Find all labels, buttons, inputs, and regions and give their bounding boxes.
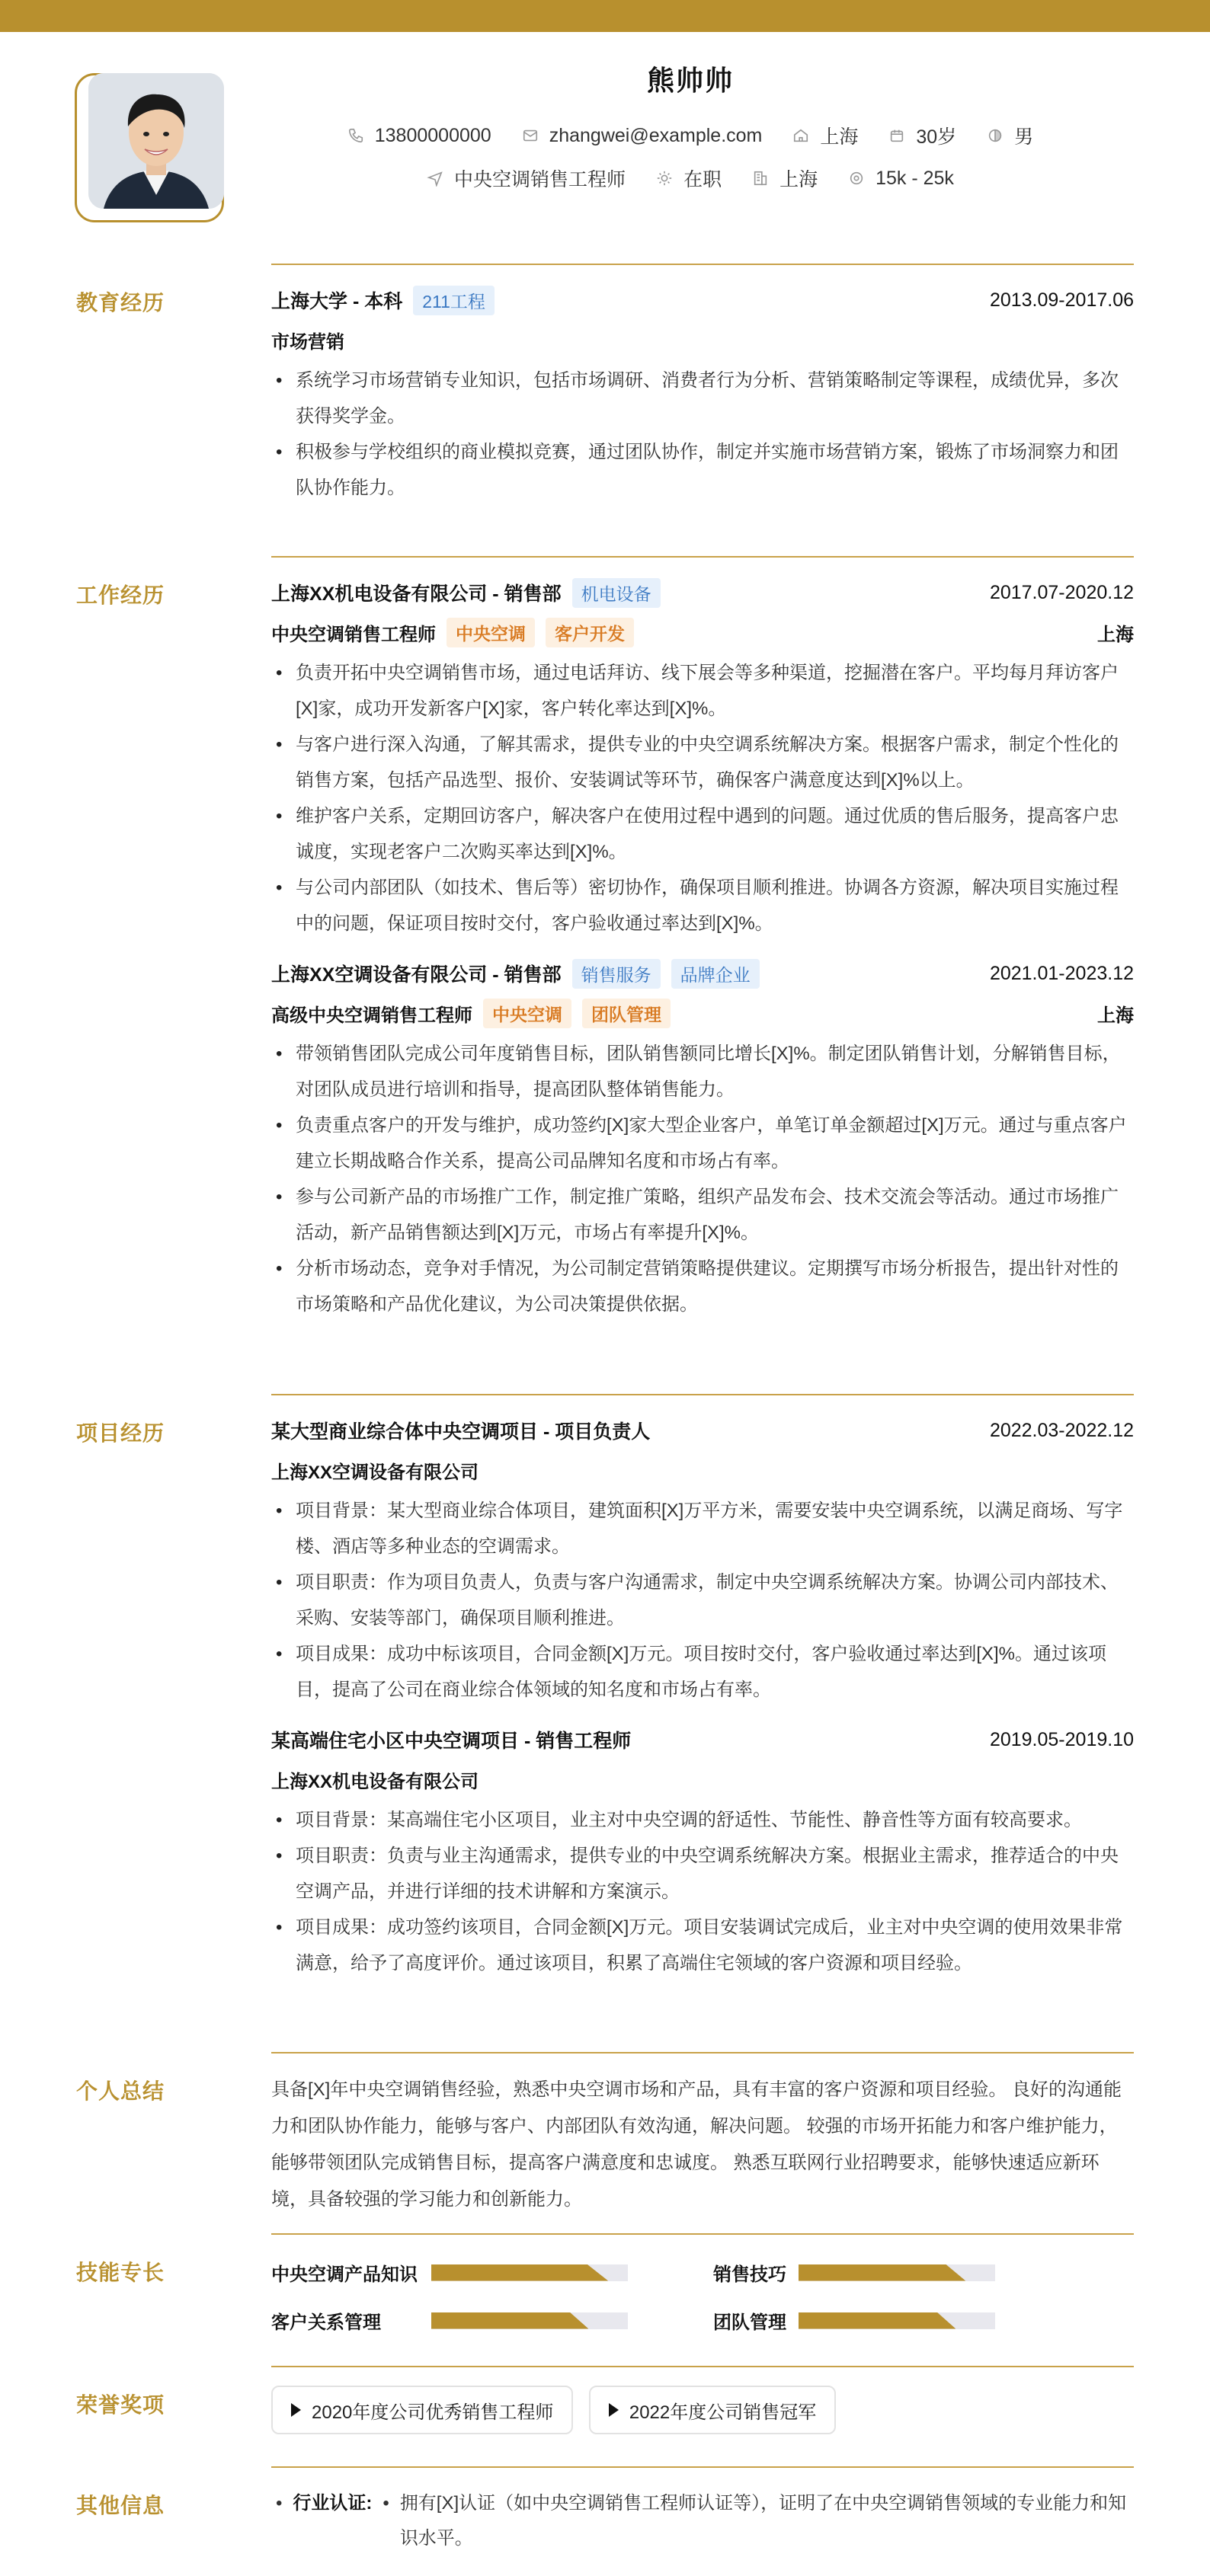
job-role: 高级中央空调销售工程师 [271,1005,472,1026]
role-tag: 中央空调 [483,999,571,1028]
section-divider [271,1394,1134,1395]
section-divider [271,264,1134,265]
gender-text: 男 [1014,126,1034,148]
skill-item [271,2307,713,2334]
skill-item [713,2259,1134,2286]
job-bullets [271,655,1134,941]
project-company: 上海XX机电设备有限公司 [271,1771,479,1792]
company-tag: 品牌企业 [671,959,760,989]
award-label: 2022年度公司销售冠军 [629,2402,817,2423]
section-title: 项目经历 [76,1421,165,1445]
section-title: 教育经历 [76,291,165,315]
skill-bar [799,2264,995,2281]
job-bullets [271,1036,1134,1322]
top-accent-bar [0,0,1210,32]
email-text: zhangwei@example.com [549,124,763,146]
building-icon [752,170,769,187]
skill-name: 销售技巧 [713,2264,786,2285]
list-item: • 负责重点客户的开发与维护，成功签约[X]家大型企业客户，单笔订单金额超过[X]万元。通过与重点客户建立长期战略合作关系，提高公司品牌知名度和市场占有率。 [271,1107,1134,1179]
section-title: 技能专长 [76,2261,165,2284]
city-text: 上海 [779,169,818,190]
city-item [752,165,818,192]
job-role: 中央空调销售工程师 [271,624,436,645]
section-divider [271,556,1134,558]
list-item: • 项目职责：负责与业主沟通需求，提供专业的中央空调系统解决方案。根据业主需求，推荐适合的中央空调产品，并进行详细的技术讲解和方案演示。 [271,1838,1134,1910]
list-item: • 带领销售团队完成公司年度销售目标，团队销售额同比增长[X]%。制定团队销售计划，分解销售目标，对团队成员进行培训和指导，提高团队整体销售能力。 [271,1036,1134,1107]
project-head [271,1415,1134,1446]
job-role-row [271,998,1134,1028]
skill-bar [799,2312,995,2329]
job-head [271,577,1134,608]
gender-icon [987,127,1004,144]
section-title: 荣誉奖项 [76,2393,165,2417]
skill-name: 客户关系管理 [271,2312,381,2333]
job-text: 中央空调销售工程师 [454,169,626,190]
list-item: • 与客户进行深入沟通，了解其需求，提供专业的中央空调系统解决方案。根据客户需求，制定个性化的销售方案，包括产品选型、报价、安装调试等环节，确保客户满意度达到[X]%以上。 [271,727,1134,798]
section-divider [271,2052,1134,2053]
award-item [589,2386,836,2434]
list-item: • 与公司内部团队（如技术、售后等）密切协作，确保项目顺利推进。协调各方资源，解决项目实施过程中的问题，保证项目按时交付，客户验收通过率达到[X]%。 [271,870,1134,941]
company-name: 上海XX机电设备有限公司 - 销售部 [271,583,562,605]
send-icon [427,170,443,187]
skill-item [713,2307,1134,2334]
mail-icon [522,127,539,144]
list-item: • 分析市场动态，竞争对手情况，为公司制定营销策略提供建议。定期撰写市场分析报告，提出针对性的市场策略和产品优化建议，为公司决策提供依据。 [271,1251,1134,1322]
bullet-dot: • [276,2493,283,2514]
job-date: 2017.07-2020.12 [989,581,1134,603]
role-tag: 团队管理 [582,999,671,1028]
company-tag: 机电设备 [572,578,661,608]
list-item: • 负责开拓中央空调销售市场，通过电话拜访、线下展会等多种渠道，挖掘潜在客户。平均每月拜访客户[X]家，成功开发新客户[X]家，客户转化率达到[X]%。 [271,655,1134,727]
avatar [88,73,224,209]
project-name: 某大型商业综合体中央空调项目 - 项目负责人 [271,1421,651,1443]
contact-row [271,122,1109,149]
age-item [888,122,956,149]
list-item: • 项目背景：某大型商业综合体项目，建筑面积[X]万平方米，需要安装中央空调系统，以满足商场、写字楼、酒店等多种业态的空调需求。 [271,1493,1134,1564]
education-head [271,285,1134,315]
job-head [271,958,1134,989]
skill-bar [431,2312,628,2329]
school-name: 上海大学 - 本科 [271,291,403,312]
work-body [271,577,1134,1322]
status-item [656,165,722,192]
gender-item [987,122,1033,149]
skill-bar-fill [431,2312,588,2329]
project-name: 某高端住宅小区中央空调项目 - 销售工程师 [271,1731,632,1752]
award-item [271,2386,573,2434]
education-date: 2013.09-2017.06 [989,289,1134,311]
skill-bar [431,2264,628,2281]
section-title: 个人总结 [76,2079,165,2103]
list-item: • 系统学习市场营销专业知识，包括市场调研、消费者行为分析、营销策略制定等课程，成绩优异，多次获得奖学金。 [271,363,1134,434]
salary-item [848,168,954,190]
section-title: 其他信息 [76,2494,165,2517]
bullet-dot: • [383,2493,389,2514]
other-text: 拥有[X]认证（如中央空调销售工程师认证等），证明了在中央空调销售领域的专业能力和知识水平。 [399,2493,1127,2549]
play-icon [291,2403,301,2417]
education-bullets [271,363,1134,506]
status-text: 在职 [683,169,722,190]
job-date: 2021.01-2023.12 [989,962,1134,984]
section-divider [271,2233,1134,2235]
age-text: 30岁 [916,126,957,148]
role-tag: 中央空调 [447,618,535,647]
list-item: • 项目成果：成功中标该项目，合同金额[X]万元。项目按时交付，客户验收通过率达到[X]%。通过该项目，提高了公司在商业综合体领域的知名度和市场占有率。 [271,1636,1134,1708]
major-name: 市场营销 [271,331,344,353]
job-city: 上海 [1097,1005,1134,1026]
project-company: 上海XX空调设备有限公司 [271,1462,479,1483]
phone-text: 13800000000 [374,124,491,146]
skill-bar-fill [799,2312,956,2329]
play-icon [609,2403,619,2417]
skill-bar-fill [799,2264,965,2281]
list-item: • 积极参与学校组织的商业模拟竞赛，通过团队协作，制定并实施市场营销方案，锻炼了市场洞察力和团队协作能力。 [271,434,1134,506]
list-item: • 项目背景：某高端住宅小区项目，业主对中央空调的舒适性、节能性、静音性等方面有较高要求。 [271,1802,1134,1838]
section-divider [271,2366,1134,2367]
skills-body [271,2259,1134,2334]
company-tag: 销售服务 [572,959,661,989]
location-item [792,122,858,149]
skill-grid [271,2259,1134,2334]
project-date: 2019.05-2019.10 [989,1728,1134,1750]
education-body [271,285,1134,506]
other-label: 行业认证: [293,2493,373,2514]
phone-item [347,125,491,147]
company-name: 上海XX空调设备有限公司 - 销售部 [271,964,562,986]
awards-body [271,2386,1134,2434]
job-role-row [271,617,1134,647]
gear-icon [656,170,673,187]
skill-item [271,2259,713,2286]
candidate-name: 熊帅帅 [646,65,734,96]
project-bullets [271,1802,1134,1981]
list-item: • 维护客户关系，定期回访客户，解决客户在使用过程中遇到的问题。通过优质的售后服务，提高客户忠诚度，实现老客户二次购买率达到[X]%。 [271,798,1134,870]
project-head [271,1724,1134,1755]
award-label: 2020年度公司优秀销售工程师 [312,2402,554,2423]
list-item: • 项目成果：成功签约该项目，合同金额[X]万元。项目安装调试完成后，业主对中央空调的使用效果非常满意，给予了高度评价。通过该项目，积累了高端住宅领域的客户资源和项目经验。 [271,1910,1134,1981]
skill-name: 团队管理 [713,2312,786,2333]
email-item [522,125,763,147]
coin-icon [848,170,865,187]
skill-name: 中央空调产品知识 [271,2264,418,2285]
project-date: 2022.03-2022.12 [989,1419,1134,1441]
project-bullets [271,1493,1134,1708]
role-tag: 客户开发 [546,618,634,647]
summary-text: 具备[X]年中央空调销售经验，熟悉中央空调市场和产品，具有丰富的客户资源和项目经验。 良好的沟通能力和团队协作能力，能够与客户、内部团队有效沟通，解决问题。 较强的市场开拓能力和客户维护能力，能够带领团队完成销售目标，提高客户满意度和忠诚度。 熟悉互联网行业招聘要求，能够快速适应新环境，具备较强的学习能力和创新能力。 [271,2079,1122,2210]
phone-icon [347,127,364,144]
school-tag: 211工程 [413,286,495,315]
projects-body [271,1415,1134,1981]
job-item [427,165,626,192]
location-text: 上海 [820,126,859,148]
other-body [271,2486,1134,2556]
list-item: • 参与公司新产品的市场推广工作，制定推广策略，组织产品发布会、技术交流会等活动。通过市场推广活动，新产品销售额达到[X]万元，市场占有率提升[X]%。 [271,1179,1134,1251]
job-city: 上海 [1097,624,1134,645]
section-divider [271,2466,1134,2468]
salary-text: 15k - 25k [875,167,954,189]
list-item: • 项目职责：作为项目负责人，负责与客户沟通需求，制定中央空调系统解决方案。协调公司内部技术、采购、安装等部门，确保项目顺利推进。 [271,1564,1134,1636]
calendar-icon [888,127,905,144]
home-icon [792,127,809,144]
skill-bar-fill [431,2264,608,2281]
job-row [271,165,1109,192]
section-title: 工作经历 [76,583,165,607]
